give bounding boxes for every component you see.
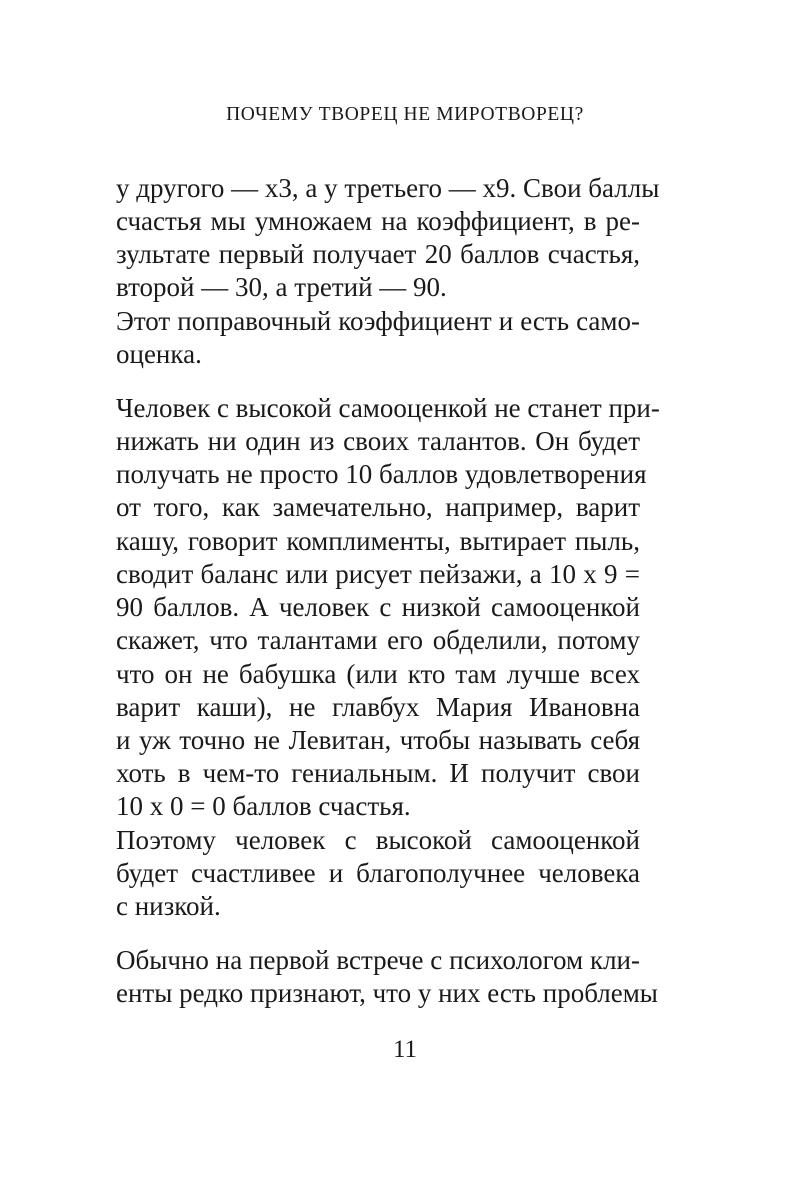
text-line: кашу, говорит комплименты, вытирает пыль, [116, 526, 640, 556]
text-line: с низкой. [116, 891, 221, 921]
text-line: от того, как замечательно, например, варит [116, 492, 640, 522]
text-line: будет счастливее и благополучнее человека [116, 858, 640, 888]
text-line: нижать ни один из своих талантов. Он будет [116, 426, 640, 456]
text-line: Обычно на первой встрече с психологом кли- [116, 945, 640, 975]
running-header: ПОЧЕМУ ТВОРЕЦ НЕ МИРОТВОРЕЦ? [226, 104, 584, 125]
text-line: у другого — х3, а у третьего — х9. Свои баллы [116, 173, 660, 203]
text-line: скажет, что талантами его обделили, потому [116, 625, 640, 655]
text-line: получать не просто 10 баллов удовлетворения [116, 459, 647, 489]
text-line: второй — 30, а третий — 90. [116, 272, 447, 302]
text-line: 10 х 0 = 0 баллов счастья. [116, 791, 411, 821]
text-line: Человек с высокой самооценкой не станет при- [116, 393, 660, 423]
page-number: 11 [392, 1036, 418, 1063]
text-line: и уж точно не Левитан, чтобы называть себя [116, 725, 640, 755]
text-line: варит каши), не главбух Мария Ивановна [116, 692, 640, 722]
text-line: оценка. [116, 339, 202, 369]
text-line: сводит баланс или рисует пейзажи, а 10 х 9 = [116, 559, 640, 589]
text-line: счастья мы умножаем на коэффициент, в ре- [116, 206, 640, 236]
text-line: енты редко признают, что у них есть проблемы [116, 978, 658, 1008]
text-line: Этот поправочный коэффициент и есть само- [116, 306, 640, 336]
text-line: что он не бабушка (или кто там лучше всех [116, 659, 640, 689]
text-line: Поэтому человек с высокой самооценкой [116, 825, 640, 855]
text-line: 90 баллов. А человек с низкой самооценкой [116, 592, 640, 622]
text-line: хоть в чем-то гениальным. И получит свои [116, 758, 640, 788]
text-line: зультате первый получает 20 баллов счастья, [116, 239, 640, 269]
